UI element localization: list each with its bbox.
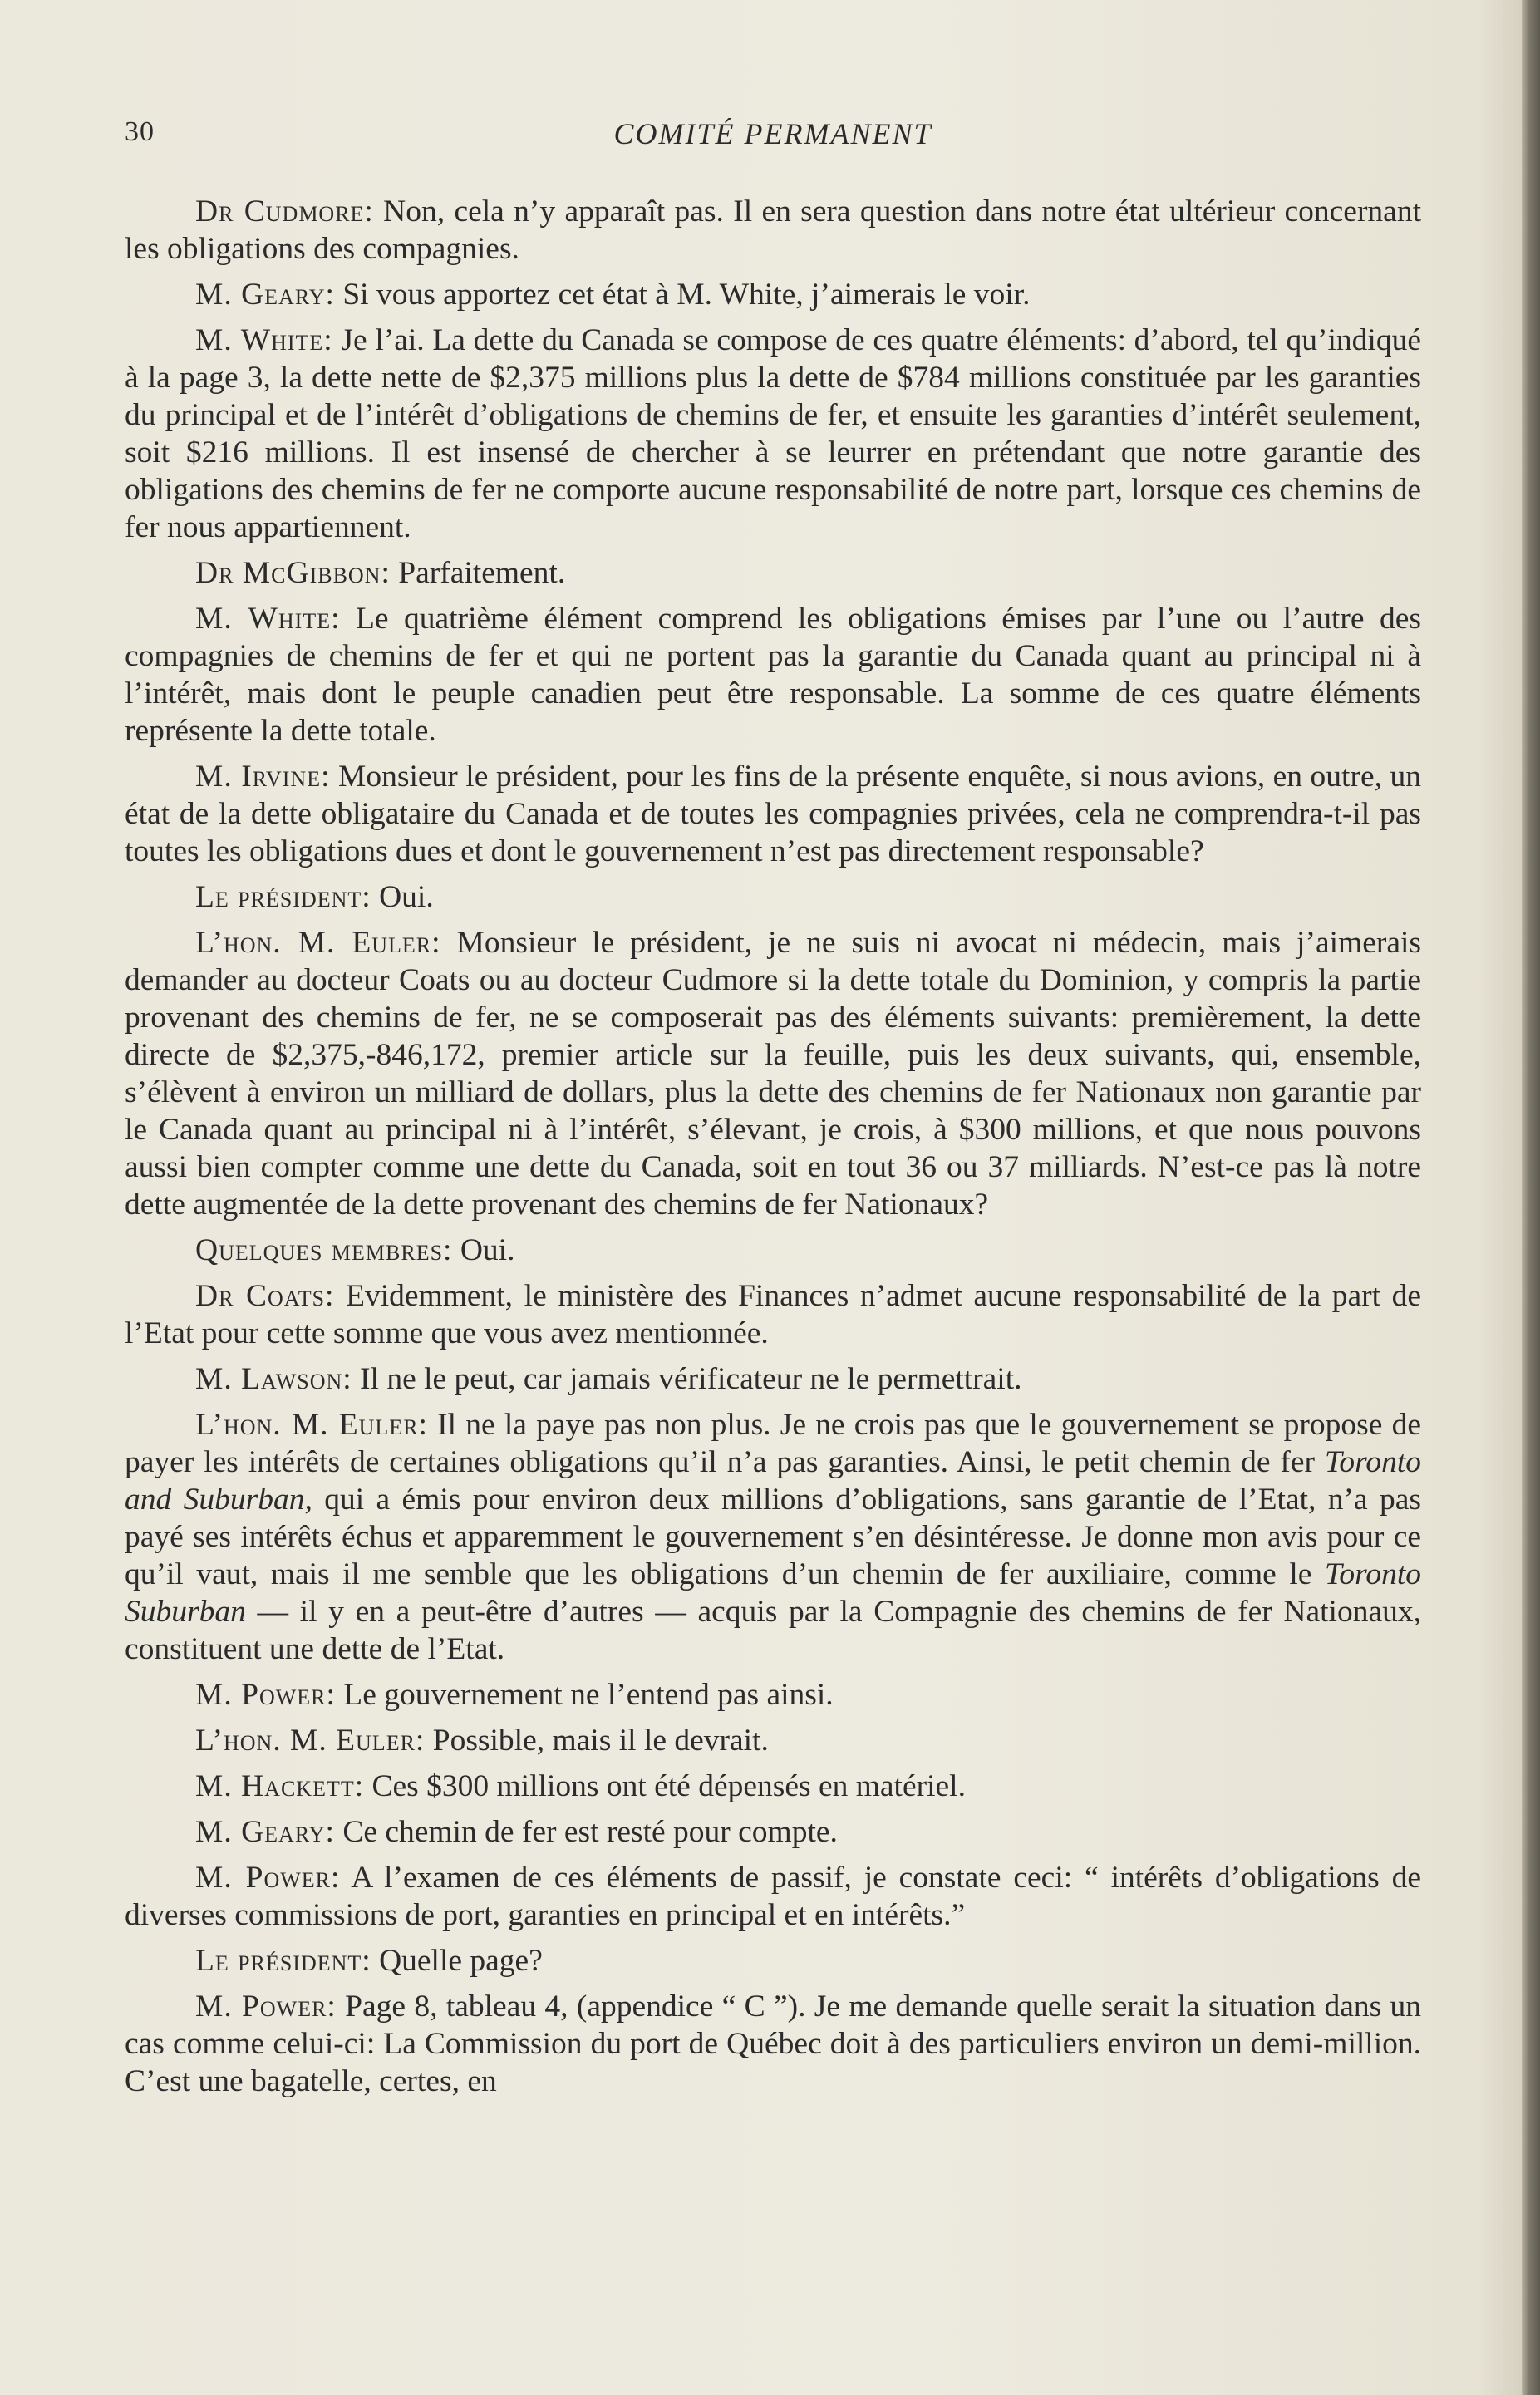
speaker-name: Le président: (195, 880, 371, 914)
text-segment: Monsieur le président, pour les fins de la présente enquête, si nous avions, en outre, un état de la dette obligataire du Canada et de toutes les compagnies privées, cela ne comprendra-t-il pas toutes les obligations dues et dont le gouvernement n’est pas directement responsable? (125, 760, 1421, 868)
text-segment: Ces $300 millions ont été dépensés en matériel. (364, 1769, 966, 1803)
text-segment: qui a émis pour environ deux millions d’obligations, sans garantie de l’Etat, n’a pas payé ses intérêts échus et apparemment le gouvernement s’en désintéresse. Je donne mon avis pour ce qu’il vaut, mais il me semble que les obligations d’un chemin de fer auxiliaire, comme le (125, 1483, 1422, 1591)
speaker-name: Quelques membres: (195, 1233, 453, 1267)
italic-text-segment: Toronto and Suburban, (125, 1445, 1421, 1517)
speaker-name: L’hon. M. Euler: (195, 1724, 426, 1758)
speaker-name: M. White: (195, 602, 341, 636)
speaker-paragraph (125, 1859, 1421, 1934)
speaker-paragraph (125, 1988, 1421, 2100)
running-title: COMITÉ PERMANENT (613, 117, 932, 150)
text-segment: Oui. (371, 880, 434, 914)
text-segment: Non, cela n’y apparaît pas. Il en sera question dans notre état ultérieur concernant les obligations des compagnies. (125, 194, 1421, 266)
text-segment: Je l’ai. La dette du Canada se compose de ces quatre éléments: d’abord, tel qu’indiqué à la page 3, la dette nette de $2,375 millions plus la dette de $784 millions constituée par les garanties du principal et de l’intérêt d’obligations de chemins de fer, et ensuite les garanties d’intérêt seulement, soit $216 millions. Il est insensé de chercher à se leurrer en prétendant que notre garantie des obligations des chemins de fer ne comporte aucune responsabilité de notre part, lorsque ces chemins de fer nous appartiennent. (125, 323, 1421, 544)
speaker-paragraph (125, 1676, 1421, 1714)
text-segment: Possible, mais il le devrait. (425, 1724, 769, 1758)
text-segment: A l’examen de ces éléments de passif, je constate ceci: “ intérêts d’obligations de diverses commissions de port, garanties en principal et en intérêts.” (125, 1861, 1421, 1932)
page-header (125, 116, 1421, 166)
text-segment: Le quatrième élément comprend les obligations émises par l’une ou l’autre des compagnies de chemins de fer et qui ne portent pas la garantie du Canada quant au principal ni à l’intérêt, mais dont le peuple canadien peut être responsable. La somme de ces quatre éléments représente la dette totale. (125, 602, 1421, 748)
speaker-name: M. White: (195, 323, 333, 357)
transcript-body (125, 193, 1421, 2108)
speaker-paragraph (125, 924, 1421, 1223)
text-segment: Oui. (452, 1233, 515, 1267)
speaker-paragraph (125, 322, 1421, 546)
speaker-name: M. Geary: (195, 1815, 335, 1849)
speaker-name: M. Irvine: (195, 760, 331, 794)
text-segment: Si vous apportez cet état à M. White, j’aimerais le voir. (334, 278, 1031, 312)
speaker-paragraph (125, 1813, 1421, 1851)
page-number: 30 (125, 116, 155, 147)
speaker-paragraph (125, 1232, 1421, 1269)
speaker-name: L’hon. M. Euler: (195, 1408, 428, 1442)
text-segment: Page 8, tableau 4, (appendice “ C ”). Je me demande quelle serait la situation dans un cas comme celui-ci: La Commission du port de Québec doit à des particuliers environ un demi-million. C’est une bagatelle, certes, en (125, 1989, 1421, 2098)
speaker-name: Le président: (195, 1944, 371, 1978)
speaker-name: L’hon. M. Euler: (195, 926, 441, 960)
speaker-name: M. Hackett: (195, 1769, 365, 1803)
speaker-paragraph (125, 758, 1421, 870)
book-spine-shadow (1522, 0, 1540, 2395)
speaker-paragraph (125, 878, 1421, 916)
text-segment: Il ne le peut, car jamais vérificateur ne le permettrait. (352, 1362, 1022, 1396)
text-segment: Le gouvernement ne l’entend pas ainsi. (335, 1678, 834, 1712)
speaker-name: M. Power: (195, 1678, 336, 1712)
speaker-paragraph (125, 600, 1421, 750)
speaker-name: Dr Coats: (195, 1279, 335, 1313)
text-segment: Ce chemin de fer est resté pour compte. (334, 1815, 838, 1849)
text-segment: Quelle page? (371, 1944, 543, 1978)
speaker-paragraph (125, 193, 1421, 268)
text-segment: Evidemment, le ministère des Finances n’admet aucune responsabilité de la part de l’Etat pour cette somme que vous avez mentionnée. (125, 1279, 1421, 1350)
speaker-name: M. Lawson: (195, 1362, 352, 1396)
speaker-paragraph (125, 1406, 1421, 1668)
speaker-paragraph (125, 1942, 1421, 1979)
text-segment: Il ne la paye pas non plus. Je ne crois pas que le gouvernement se propose de payer les intérêts de certaines obligations qu’il n’a pas garanties. Ainsi, le petit chemin de fer (125, 1408, 1421, 1479)
speaker-name: M. Geary: (195, 278, 335, 312)
speaker-paragraph (125, 1768, 1421, 1805)
speaker-name: Dr Cudmore: (195, 194, 374, 229)
speaker-paragraph (125, 1277, 1421, 1352)
speaker-name: M. Power: (195, 1989, 337, 2024)
speaker-paragraph (125, 554, 1421, 592)
text-segment: Parfaitement. (390, 556, 566, 590)
italic-text-segment: Toronto Suburban (125, 1557, 1421, 1629)
text-segment: Monsieur le président, je ne suis ni avocat ni médecin, mais j’aimerais demander au docteur Coats ou au docteur Cudmore si la dette totale du Dominion, y compris la partie provenant des chemins de fer, ne se composerait pas des éléments suivants: premièrement, la dette directe de $2,375,-846,172, premier article sur la feuille, puis les deux suivants, qui, ensemble, s’élèvent à environ un milliard de dollars, plus la dette des chemins de fer Nationaux non garantie par le Canada quant au principal ni à l’intérêt, s’élevant, je crois, à $300 millions, et que nous pouvons aussi bien compter comme une dette du Canada, soit en tout 36 ou 37 milliards. N’est-ce pas là notre dette augmentée de la dette provenant des chemins de fer Nationaux? (125, 926, 1421, 1222)
speaker-paragraph (125, 276, 1421, 313)
speaker-name: M. Power: (195, 1861, 341, 1895)
text-segment: — il y en a peut-être d’autres — acquis par la Compagnie des chemins de fer Nationaux, constituent une dette de l’Etat. (125, 1595, 1421, 1666)
speaker-paragraph (125, 1722, 1421, 1759)
speaker-paragraph (125, 1360, 1421, 1398)
speaker-name: Dr McGibbon: (195, 556, 391, 590)
